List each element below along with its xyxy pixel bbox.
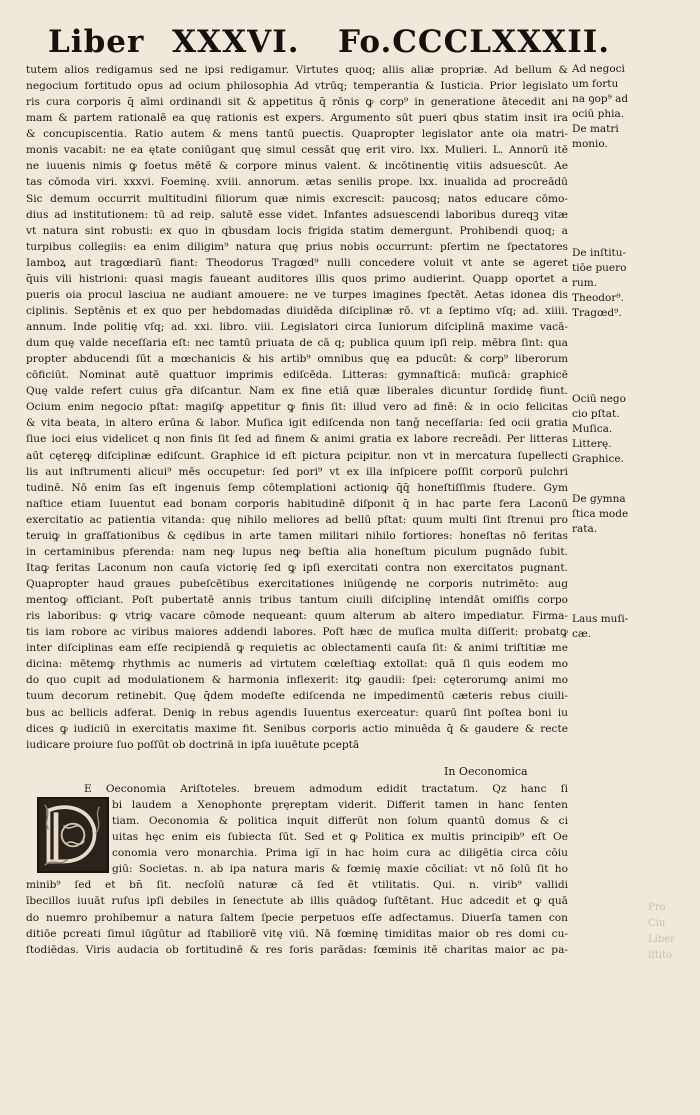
oeconomica-text-line: conomia vero monarchia. Prima igi̅ in hac hoim cura ac diligētia circa cōiu [112, 847, 568, 860]
margin-note-line: Graphice. [572, 453, 624, 465]
folio-number: Fo.CCCLXXXII. [338, 24, 611, 60]
text-line: dicina: mētemꝙ rhythmis ac numeris ad virtutem cœleſtiaꝙ extollat: quā ſi quis eodem mo [26, 658, 568, 671]
text-line: ne iuuenis nimis ꝙ foetus mētē & corpore minus valent. & incōtinentię vitiis adsuescūt. Ae [26, 160, 568, 173]
margin-note-line: rum. [572, 277, 598, 289]
text-line: in certaminibus pferenda: nam neꝙ lupus neꝙ beſtia alia honeſtum piculum pugnādo ſubit. [26, 545, 568, 558]
text-line: ris cura corporis q̄ aīmi ordinandi sit & appetitus q̄ rōnis ꝙ corp⁹ in generatione ātecedit ani [26, 96, 568, 109]
text-line: negocium fortitudo opus ad ocium philosophia Ad vtrūq; temperantia & Iusticia. Prior legislato [26, 80, 568, 93]
margin-note-line: ſtica mode [572, 508, 629, 520]
oeconomica-text-line: E Oeconomia Ariſtoteles. breuem admodum edidit tractatum. Qz hanc ſi [84, 783, 568, 795]
margin-note-line: Laus muſi- [572, 613, 629, 625]
text-line: pueris oia procul lasciua ne audiant amouere: ne ve turpes imagines ſpectēt. Aetas idonea dis [26, 288, 568, 301]
text-line: q̄uis vili histrioni: quasi magis faueant auditores illis quos primo audierint. Quapp oportet a [26, 272, 568, 285]
text-line: Quapropter haud graues pubeſcētibus exercitationes iniūgendę ne corporis nutrimēto: aug [26, 578, 568, 590]
margin-note [572, 492, 682, 537]
bleed-through-line: iſtito [648, 950, 673, 961]
book-number: XXXVI. [172, 24, 300, 60]
bleed-through-text [648, 900, 688, 1020]
text-line: tis iam robore ac viribus maiores addendi labores. Poſt hæc de muſica multa diſſerit: probatꝙ [26, 626, 568, 639]
text-line: do quo cupit ad modulationem & harmonia inflexerit: itꝙ gaudii: ſpei: cęterorumꝙ animi mo [26, 674, 568, 687]
margin-note-line: Tragœd⁹. [572, 307, 622, 319]
text-line: monis vacabit: ne ea ętate coniūgant quę simul cessāt quę erit viro. lxx. Mulieri. L. Annorū itē [26, 144, 568, 157]
bleed-through-line: Ciu [648, 918, 666, 929]
margin-note-line: De matri [572, 123, 619, 135]
text-line: ſiue ioci eius videlicet q non finis ſit ſed ad finem & animi gratia ex labore recreādi. Per litteras [26, 433, 568, 446]
text-line: tutem alios redigamus sed ne ipsi redigamur. Virtutes quoq; aliis aliæ propriæ. Ad bellum & [26, 64, 568, 76]
oeconomica-text-line: bi laudem a Xenophonte pręreptam viderit. Differit tamen in hanc ſenten [112, 799, 568, 812]
text-line: bus ac bellicis adferat. Deniꝙ in rebus agendis Iuuentus exerceatur: quarū ſint poſtea boni iu [26, 706, 568, 719]
text-line: Iamboꝝ aut tragœdiarū fiant: Theodorus Tragœd⁹ nulli concedere voluit vt ante se ageret [26, 256, 568, 269]
text-line: ris laboribus: ꝙ vtriꝙ vacare cōmode nequeant: quum alterum ab altero impediatur. Firma- [26, 610, 568, 623]
oeconomica-text-line: uitas hęc enim eis ſubiecta ſūt. Sed et ꝙ Politica ex multis principib⁹ eſt Oe [112, 831, 568, 844]
text-line: dius ad institutionem: tū ad reip. salutē esse videt. Infantes adsuescendi laboribus dureqꝫ vitæ [26, 208, 568, 221]
margin-note-line: tiōe puero [572, 262, 627, 274]
margin-note-line: Ociū nego [572, 393, 626, 405]
oeconomica-text-line: giū: Societas. n. ab ipa natura maris & fœmię maxie cōciliat: vt nō ſolū ſit ho [112, 863, 568, 876]
text-line: aūt cęteręꝙ diſciplinæ ediſcunt. Graphice id eſt pictura pcipitur. non vt in mercatura ſupellecti [26, 449, 568, 462]
text-line: Ocium enim negocio pſtat: magiſꝙ appetitur ꝙ finis ſit: illud vero ad finē: & in ocio felicitas [26, 401, 568, 414]
text-line: inter diſciplinas eam eſſe recipiendā ꝙ requietis ac oblectamenti cauſa ſit: & animi triſtitiæ me [26, 642, 568, 655]
bleed-through-line: Liber [648, 934, 675, 945]
text-line: teruiꝙ in graſſationibus & cędibus in arte tamen militari nihilo fortiores: honeſtas nō feritas [26, 529, 568, 542]
bleed-through-line: Pro [648, 902, 666, 913]
liber-label: Liber [48, 24, 145, 60]
text-line: tas cōmoda viri. xxxvi. Foeminę. xviii. annorum. ætas senilis prope. lxx. inualida ad procreādū [26, 176, 568, 189]
text-line: Quę valde refert cuius gr̄a diſcantur. Nam ex fine etiā quæ liberales dicuntur ſordidę fiunt. [26, 385, 568, 398]
margin-note-line: Litterę. [572, 438, 612, 450]
text-line: Itaꝙ feritas Laconum non cauſa victorię ſed ꝙ ipſi exercitati contra non exercitatos pugnant. [26, 561, 568, 574]
text-line: mam & partem rationalē ea quę rationis est expers. Argumento sūt pueri qbus statim insit ira [26, 112, 568, 125]
text-line: vt natura sint robusti: ex quo in qbusdam locis frigida statim demergunt. Prohibendi quoq; a [26, 224, 568, 237]
margin-note-line: rata. [572, 523, 598, 535]
oeconomica-text-line: ībecillos iuuāt ruſus ipſi debiles in ſenectute ab illis quādoꝙ ſuſtētant. Huc adcedit et ꝙ quā [26, 895, 568, 908]
margin-note-line: Theodor⁹. [572, 292, 624, 304]
text-line: propter abducendi ſūt a mœchanicis & his artib⁹ omnibus quę ea pducūt: & corp⁹ liberorum [26, 353, 568, 366]
text-line: naſtice etiam Iuuentut ead bonam corporis habitudinē diſponit q̄ in hac parte fera Laconū [26, 497, 568, 510]
oeconomica-text-line: tiam. Oeconomia & politica inquit differūt non ſolum quantū domus & ci [112, 815, 568, 828]
oeconomica-text-line: minib⁹ ſed et bn̄ ſit. necſolū naturæ cā ſed ēt vtilitatis. Qui. n. virib⁹ vallidi [26, 879, 568, 892]
text-line: mentoꝙ officiant. Poſt pubertatē annis tribus tantum ciuili diſciplinę intendāt omiſſis corpo [26, 594, 568, 607]
margin-note-line: um fortu [572, 78, 619, 90]
margin-note [572, 612, 682, 642]
margin-note-line: De gymna [572, 493, 626, 505]
text-line: ciplinis. Septēnis et ex quo per hebdomadas diuidēda diſciplinæ rō. vt a ſeptimo vſq; ad. xiiii. [26, 304, 568, 317]
margin-note-line: De inſtitu- [572, 247, 627, 259]
text-line: & concupiscentia. Ratio autem & mens tantū puectis. Quapropter legislator ante oia matri- [26, 128, 568, 141]
text-line: turpibus collegiis: ea enim diligim⁹ natura quę prius nobis occurrunt: pſertim ne ſpectatores [26, 240, 568, 253]
text-line: Sic demum occurrit multitudini filiorum quæ nimis excrescit: paucosq; natos educare cōmo- [26, 192, 568, 205]
oeconomica-text-block [26, 781, 568, 958]
oeconomica-text-line: do nuemro prohibemur a natura ſaltem ſpecie perpetuos eſſe adſectamus. Diuerſa tamen con [26, 911, 568, 924]
margin-note [572, 392, 682, 467]
text-line: exercitatio ac patientia vitanda: quę nihilo meliores ad bellū pſtat: quum multi ſint ſtrenui pro [26, 513, 568, 526]
margin-note-line: cæ. [572, 628, 592, 640]
text-line: annum. Inde politię vſq; ad. xxi. libro. viii. Legislatori circa Iuniorum diſciplinā maxime vacā- [26, 321, 568, 333]
text-line: tuum decorum retinebit. Quę q̄dem modeſte ediſcenda ne impedimentū cæteris rebus ciuili- [26, 690, 568, 703]
page-header [48, 18, 628, 66]
text-line: lis aut inſtrumenti alicui⁹ mēs occupetur: ſed pori⁹ vt ex illa inſpicere poſſit corporū pulchri [26, 465, 568, 478]
text-line: dices ꝙ iudiciū in exercitatis maxime fit. Senibus corporis actio minuēda q̄ & gaudere & recte [26, 722, 568, 735]
text-line: tudinē. Nō enim ſas eſt ingenuis ſemp cōtemplationi actioniꝙ q̄q̄ honeſtiſſimis ſtudere. Gym [26, 481, 568, 494]
margin-note-line: na ꝯop⁹ ad [572, 93, 629, 105]
text-line: dum quę valde neceſſaria eſt: nec tamtū priuata de cā q; publica quum ipſi reip. mēbra ſint: qua [26, 337, 568, 350]
margin-note [572, 62, 682, 152]
margin-note-line: Ad negoci [572, 63, 625, 75]
main-text-block [26, 62, 568, 753]
margin-note-line: cio pſtat. [572, 408, 620, 420]
text-line: & vita beata, in altero erūna & labor. Muſica igit ediſcenda non tanǧ neceſſaria: ſed ocii gratia [26, 417, 568, 430]
text-line: cōficiūt. Nominat autē quattuor imprimis ediſcēda. Litteras: gymnaſticā: muſicā: graphicē [26, 369, 568, 382]
oeconomica-text-line: ditiōe pcreati ſimul iūgūtur ad ſtabiliorē vitę viū. Nā fœminę timiditas maior ob res domi cu- [26, 927, 568, 940]
margin-note [572, 246, 682, 321]
margin-note-line: ociū phia. [572, 108, 625, 120]
margin-note-line: Muſica. [572, 423, 613, 435]
section-heading-oeconomica: In Oeconomica [444, 765, 528, 778]
margin-note-line: monio. [572, 138, 608, 150]
oeconomica-text-line: ſtodiēdas. Viris audacia ob fortitudinē & res foris parādas: fœminis itē charitas maior ac pa- [26, 943, 568, 956]
text-line: iudicare proiure ſuo poſſūt ob doctrinā in ipſa iuuētute pceptā [26, 738, 360, 751]
